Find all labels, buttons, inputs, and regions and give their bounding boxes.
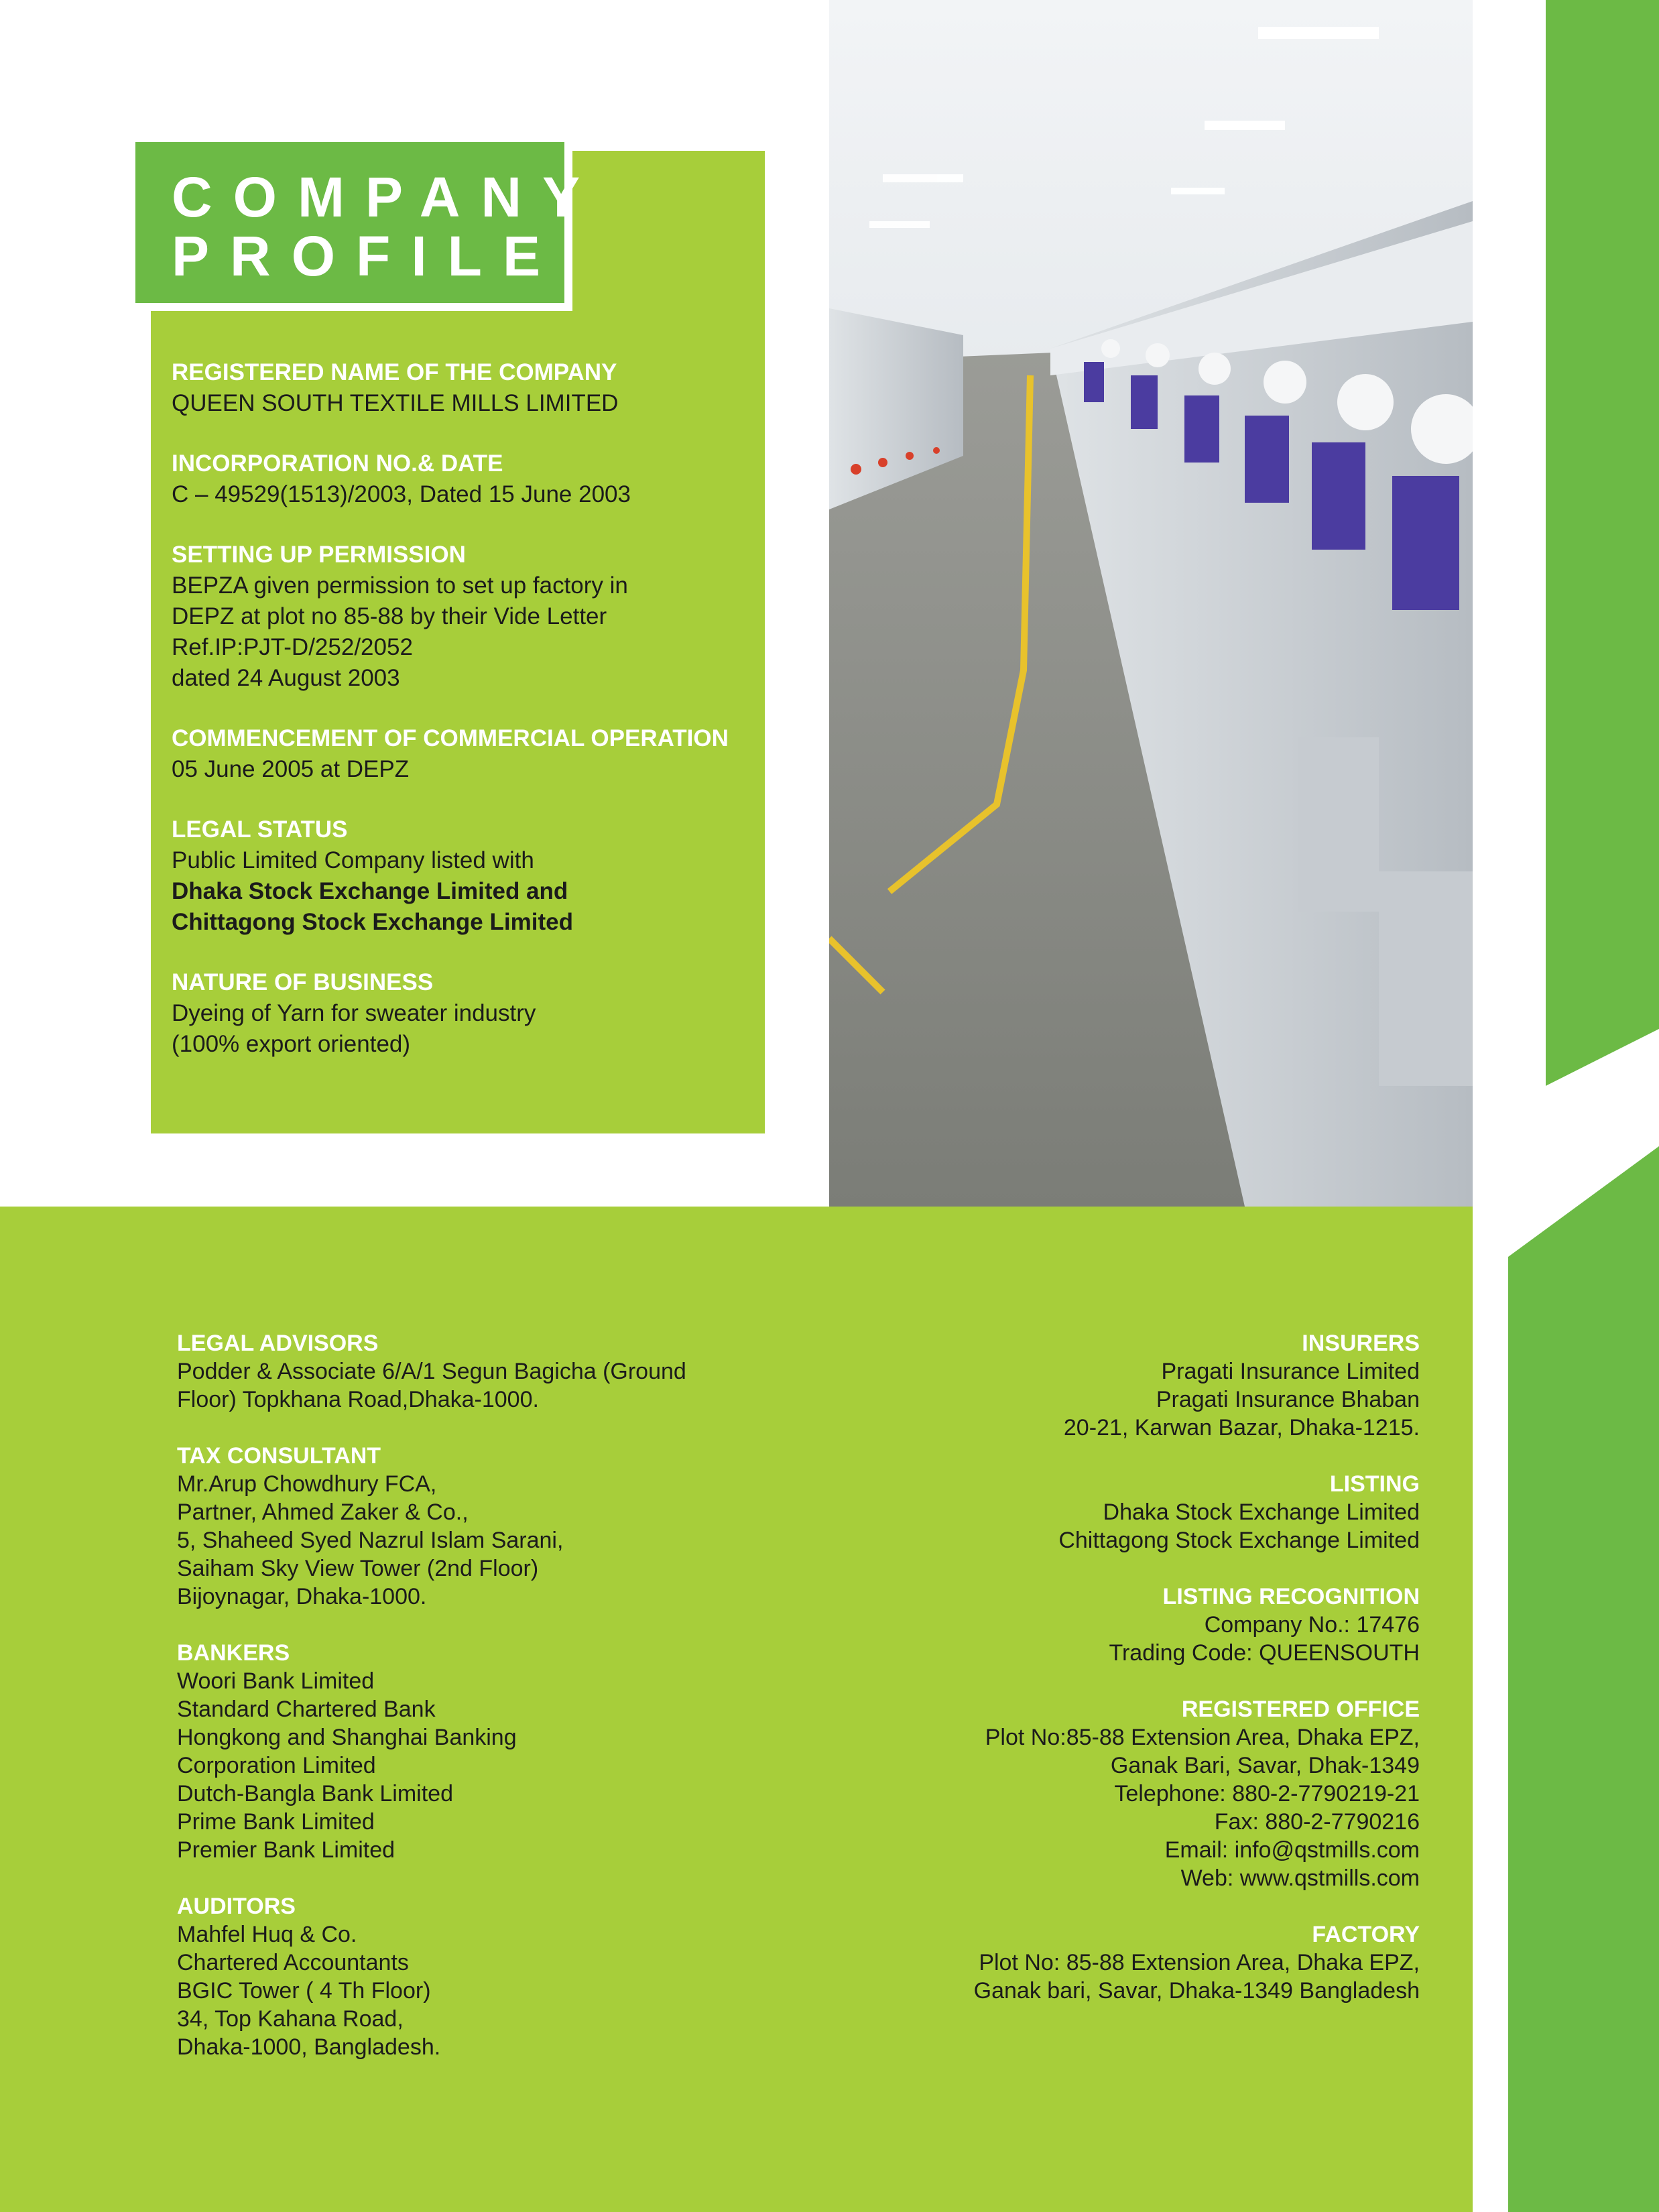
section-heading: REGISTERED NAME OF THE COMPANY: [172, 359, 617, 385]
section-line: Standard Chartered Bank: [177, 1697, 436, 1722]
section-line: Dyeing of Yarn for sweater industry: [172, 1000, 536, 1026]
section-line: Plot No:85-88 Extension Area, Dhaka EPZ,: [985, 1725, 1420, 1750]
section-line: BEPZA given permission to set up factory in: [172, 572, 628, 599]
section-line: Ganak Bari, Savar, Dhak-1349: [1110, 1753, 1420, 1778]
section-line: Chartered Accountants: [177, 1950, 409, 1975]
section-line-bold: Chittagong Stock Exchange Limited: [172, 909, 573, 935]
section-line: QUEEN SOUTH TEXTILE MILLS LIMITED: [172, 390, 619, 416]
section-line: Pragati Insurance Bhaban: [1156, 1387, 1420, 1412]
section-line: Podder & Associate 6/A/1 Segun Bagicha (Ground: [177, 1359, 686, 1384]
section-line: Hongkong and Shanghai Banking: [177, 1725, 517, 1750]
section-incorporation: [172, 448, 748, 510]
profile-sections: [172, 357, 748, 1089]
section-heading: SETTING UP PERMISSION: [172, 542, 466, 568]
section-heading: AUDITORS: [177, 1894, 296, 1919]
section-line: Pragati Insurance Limited: [1161, 1359, 1420, 1384]
section-line: Premier Bank Limited: [177, 1837, 395, 1863]
section-line: Mahfel Huq & Co.: [177, 1922, 357, 1947]
section-heading: LEGAL STATUS: [172, 816, 348, 843]
right-green-strip-top: [1546, 0, 1659, 1086]
section-heading: COMMENCEMENT OF COMMERCIAL OPERATION: [172, 725, 729, 751]
section-line: Floor) Topkhana Road,Dhaka-1000.: [177, 1387, 539, 1412]
section-heading: BANKERS: [177, 1640, 290, 1666]
section-line: Woori Bank Limited: [177, 1668, 375, 1694]
company-profile-title-box: [127, 134, 601, 311]
section-listing-recognition: [682, 1583, 1420, 1667]
section-line: Dhaka-1000, Bangladesh.: [177, 2034, 441, 2060]
section-heading: FACTORY: [1312, 1922, 1420, 1947]
bottom-right-column: [682, 1329, 1420, 2033]
section-line: Bijoynagar, Dhaka-1000.: [177, 1584, 427, 1609]
section-line: Telephone: 880-2-7790219-21: [1114, 1781, 1420, 1806]
section-line: dated 24 August 2003: [172, 665, 400, 691]
section-line: Corporation Limited: [177, 1753, 376, 1778]
section-registered-name: [172, 357, 748, 419]
section-heading: REGISTERED OFFICE: [1181, 1697, 1420, 1722]
factory-floor-photo: [829, 0, 1473, 1207]
section-factory: [682, 1920, 1420, 2005]
section-line: Dutch-Bangla Bank Limited: [177, 1781, 454, 1806]
title-line-profile: PROFILE: [172, 225, 562, 288]
section-line: Trading Code: QUEENSOUTH: [1109, 1640, 1420, 1666]
section-insurers: [682, 1329, 1420, 1442]
section-heading: LISTING: [1329, 1471, 1420, 1497]
section-setting-up-permission: [172, 540, 748, 694]
section-line: Fax: 880-2-7790216: [1214, 1809, 1420, 1835]
section-line: Mr.Arup Chowdhury FCA,: [177, 1471, 437, 1497]
section-heading: INCORPORATION NO.& DATE: [172, 450, 503, 477]
section-nature-of-business: [172, 967, 748, 1060]
section-heading: TAX CONSULTANT: [177, 1443, 381, 1469]
section-line: Ganak bari, Savar, Dhaka-1349 Bangladesh: [973, 1978, 1420, 2004]
section-line: DEPZ at plot no 85-88 by their Vide Letter: [172, 603, 607, 629]
section-line: Ref.IP:PJT-D/252/2052: [172, 634, 413, 660]
section-line: 05 June 2005 at DEPZ: [172, 756, 410, 782]
section-line: Partner, Ahmed Zaker & Co.,: [177, 1499, 469, 1525]
section-line: Chittagong Stock Exchange Limited: [1058, 1528, 1420, 1553]
section-heading: LEGAL ADVISORS: [177, 1331, 379, 1356]
section-heading: LISTING RECOGNITION: [1162, 1584, 1420, 1609]
web-line: Web: www.qstmills.com: [1180, 1865, 1420, 1891]
section-heading: NATURE OF BUSINESS: [172, 969, 434, 995]
section-line: Dhaka Stock Exchange Limited: [1103, 1499, 1420, 1525]
section-line: 20-21, Karwan Bazar, Dhaka-1215.: [1063, 1415, 1420, 1440]
section-line: 34, Top Kahana Road,: [177, 2006, 404, 2032]
title-line-company: COMPANY: [172, 166, 601, 229]
section-line: Company No.: 17476: [1204, 1612, 1420, 1638]
section-line-bold: Dhaka Stock Exchange Limited and: [172, 878, 568, 904]
email-line: Email: info@qstmills.com: [1164, 1837, 1420, 1863]
section-heading: INSURERS: [1302, 1331, 1420, 1356]
section-commencement: [172, 723, 748, 785]
section-line: C – 49529(1513)/2003, Dated 15 June 2003: [172, 481, 631, 507]
right-green-strip-bottom: [1508, 1146, 1659, 2212]
section-registered-office: [682, 1695, 1420, 1892]
section-line: (100% export oriented): [172, 1031, 411, 1057]
section-line: Public Limited Company listed with: [172, 847, 534, 873]
section-line: Saiham Sky View Tower (2nd Floor): [177, 1556, 539, 1581]
section-line: Prime Bank Limited: [177, 1809, 375, 1835]
section-listing: [682, 1470, 1420, 1554]
section-legal-status: [172, 814, 748, 938]
section-line: 5, Shaheed Syed Nazrul Islam Sarani,: [177, 1528, 564, 1553]
section-line: BGIC Tower ( 4 Th Floor): [177, 1978, 431, 2004]
section-line: Plot No: 85-88 Extension Area, Dhaka EPZ,: [979, 1950, 1420, 1975]
